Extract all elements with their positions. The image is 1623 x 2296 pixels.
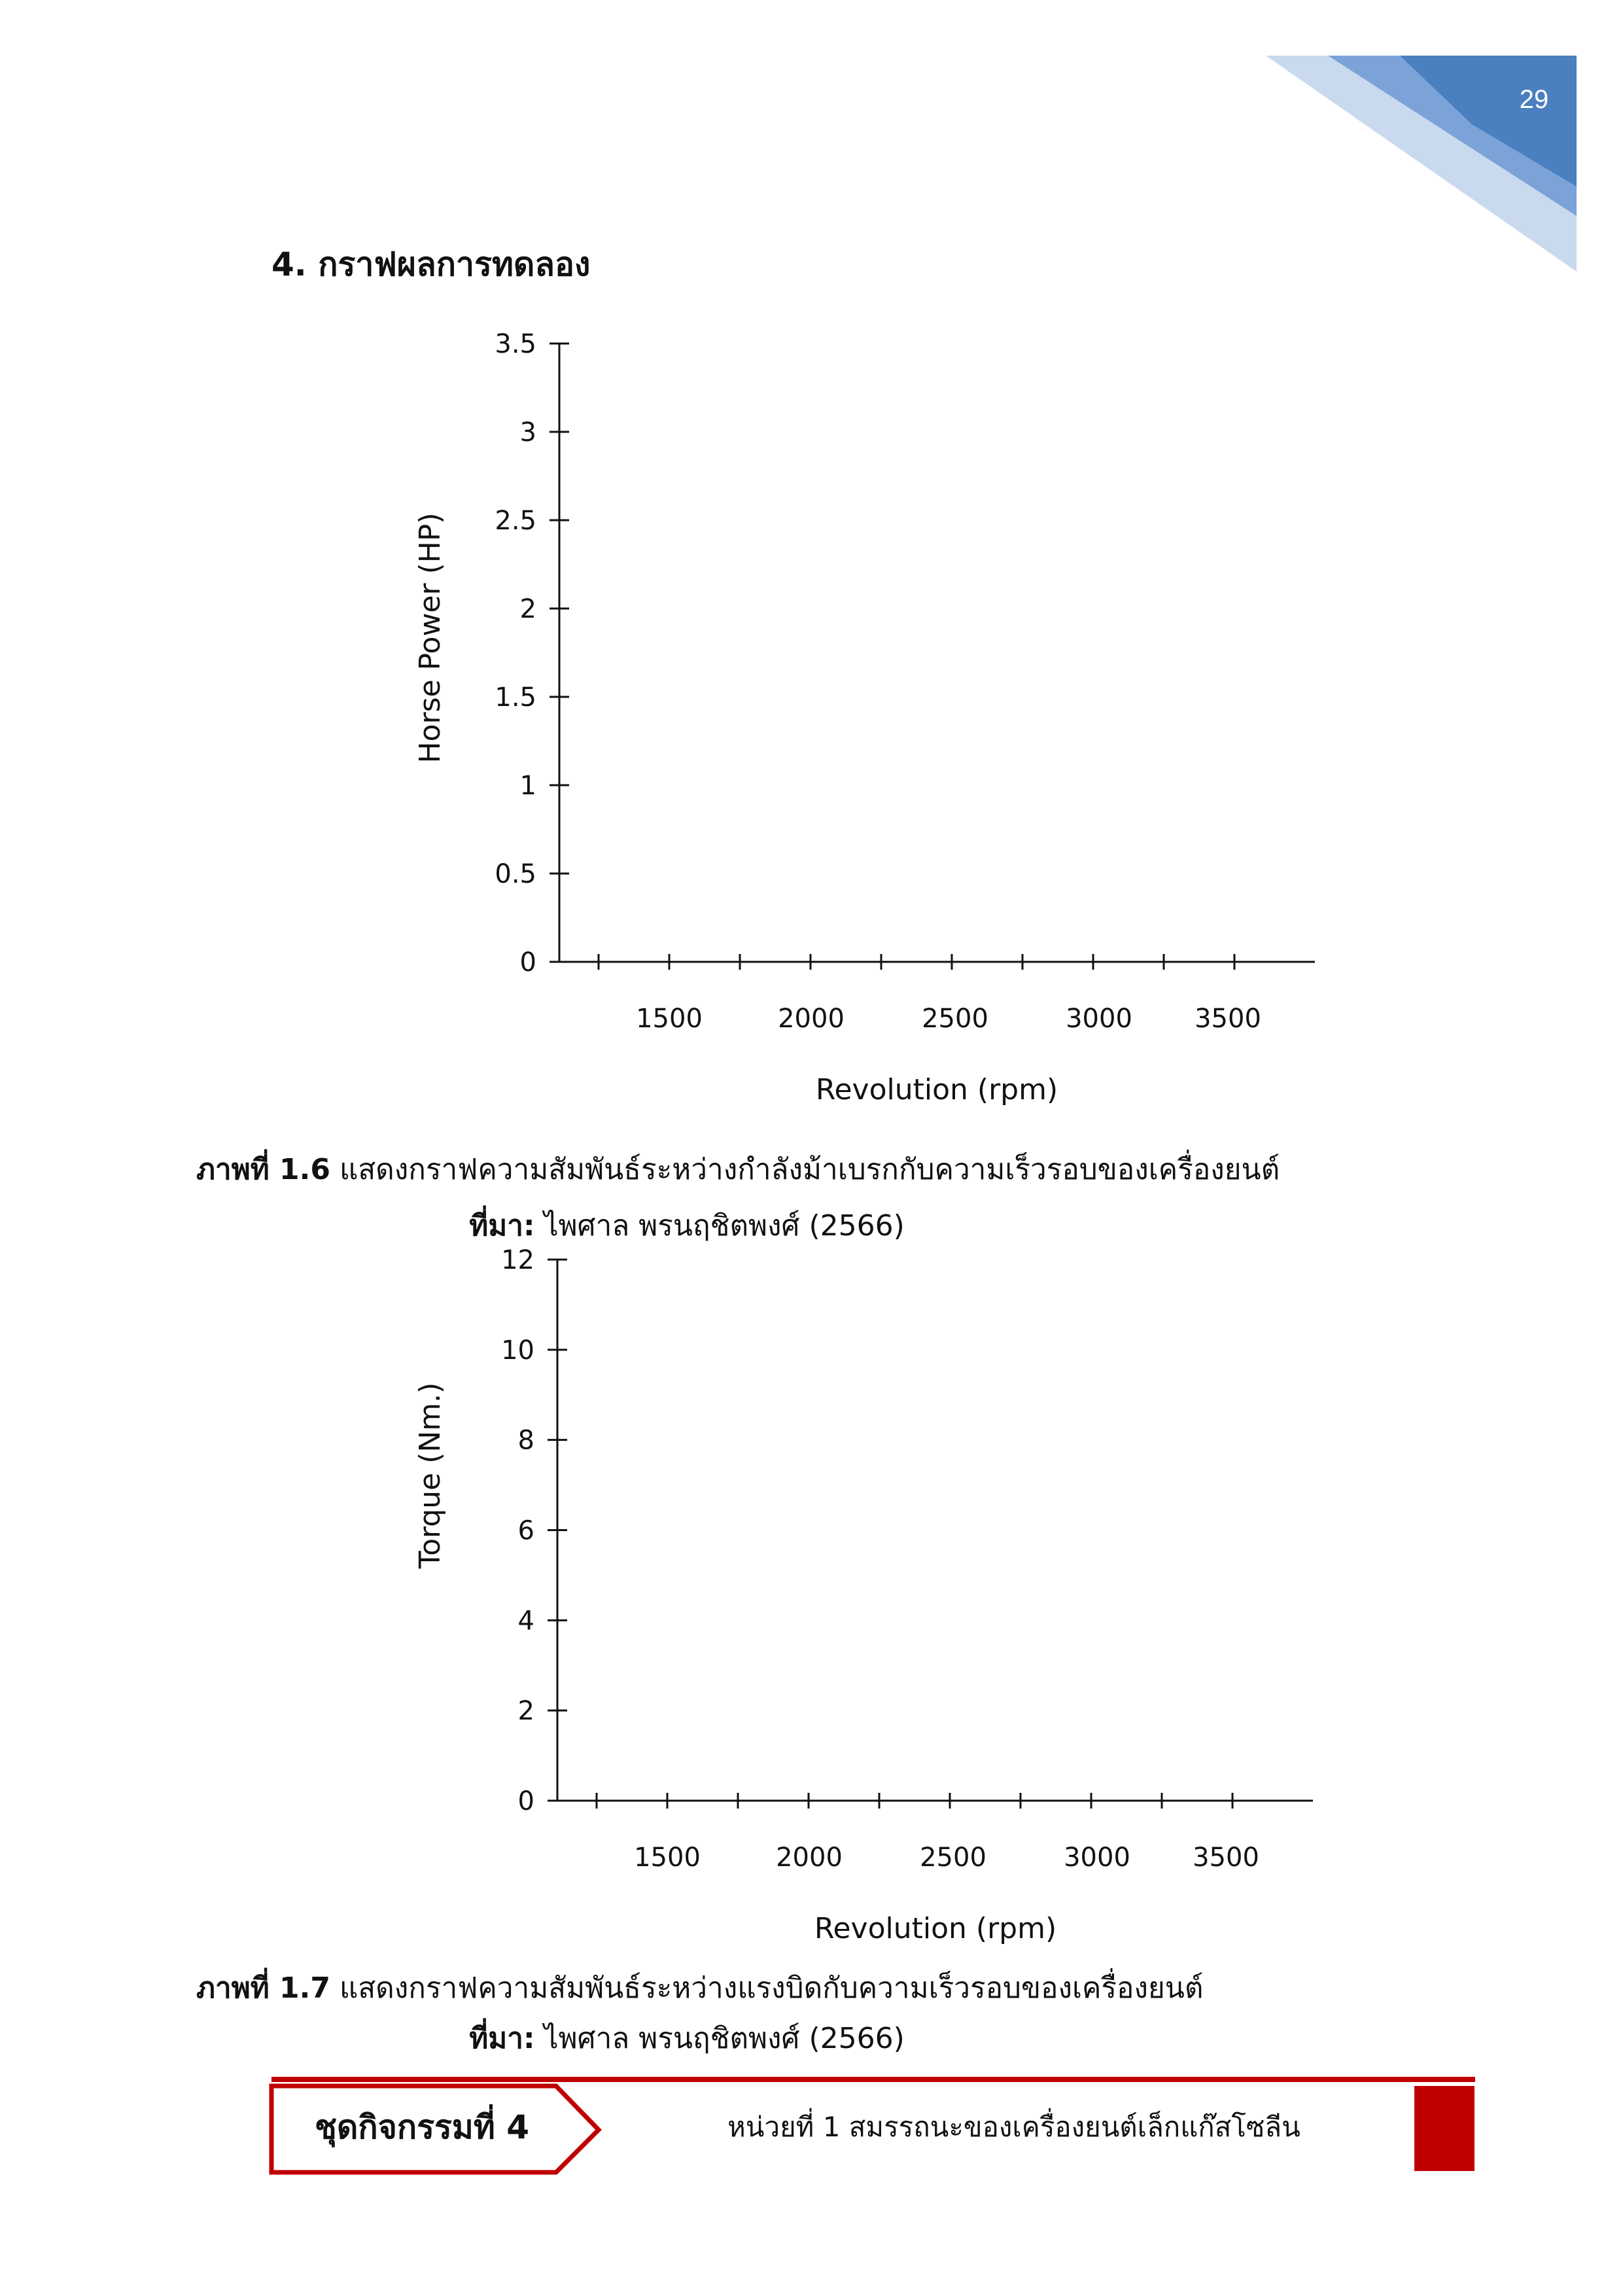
caption-text: แสดงกราฟความสัมพันธ์ระหว่างกำลังม้าเบรกกับความเร็วรอบของเครื่องยนต์ [330, 1153, 1280, 1186]
footer-unit-title: หน่วยที่ 1 สมรรถนะของเครื่องยนต์เล็กแก๊สโซลีน [727, 2111, 1300, 2143]
source-text: ไพศาล พรนฤชิตพงศ์ (2566) [534, 2022, 905, 2055]
figure-source-2 [196, 2015, 1178, 2061]
x-tick-label: 3500 [1193, 1843, 1259, 1873]
y-tick-label: 0 [517, 1786, 534, 1816]
y-tick-label: 8 [517, 1425, 534, 1456]
y-tick-label: 3.5 [495, 329, 536, 359]
y-tick-label: 10 [501, 1335, 534, 1366]
page-number: 29 [1519, 85, 1549, 114]
y-tick-label: 0 [519, 947, 536, 978]
x-axis-label: Revolution (rpm) [815, 1073, 1058, 1106]
source-label: ที่มา: [469, 2022, 535, 2055]
x-tick-label: 3000 [1064, 1843, 1130, 1873]
x-tick-label: 3000 [1066, 1004, 1132, 1034]
source-text: ไพศาล พรนฤชิตพงศ์ (2566) [534, 1209, 905, 1243]
x-tick-label: 1500 [634, 1843, 701, 1873]
caption-text: แสดงกราฟความสัมพันธ์ระหว่างแรงบิดกับความเร็วรอบของเครื่องยนต์ [330, 1971, 1204, 2005]
x-tick-label: 3500 [1195, 1004, 1261, 1034]
y-tick-label: 3 [519, 417, 536, 448]
y-axis-label: Horse Power (HP) [413, 512, 447, 764]
caption-label: ภาพที่ 1.7 [196, 1971, 330, 2005]
y-tick-label: 2 [519, 594, 536, 624]
y-tick-label: 2 [517, 1696, 534, 1727]
x-tick-label: 1500 [636, 1004, 703, 1034]
y-tick-label: 4 [517, 1606, 534, 1636]
y-axis-label: Torque (Nm.) [413, 1382, 447, 1569]
y-tick-label: 12 [501, 1245, 534, 1275]
section-heading: 4. กราฟผลการทดลอง [271, 245, 591, 283]
caption-label: ภาพที่ 1.6 [196, 1153, 330, 1186]
figure-caption-2 [196, 1965, 1204, 2011]
x-tick-label: 2000 [776, 1843, 843, 1873]
y-tick-label: 6 [517, 1515, 534, 1546]
x-tick-label: 2500 [922, 1004, 988, 1034]
footer-accent-block [1414, 2086, 1475, 2171]
x-axis-label: Revolution (rpm) [814, 1912, 1057, 1945]
footer-activity-label: ชุดกิจกรรมที่ 4 [314, 2108, 530, 2146]
y-tick-label: 2.5 [495, 506, 536, 536]
y-tick-label: 1.5 [495, 682, 536, 713]
source-label: ที่มา: [469, 1209, 535, 1243]
y-tick-label: 0.5 [495, 859, 536, 889]
y-tick-label: 1 [519, 771, 536, 801]
x-tick-label: 2500 [920, 1843, 986, 1873]
x-tick-label: 2000 [778, 1004, 845, 1034]
